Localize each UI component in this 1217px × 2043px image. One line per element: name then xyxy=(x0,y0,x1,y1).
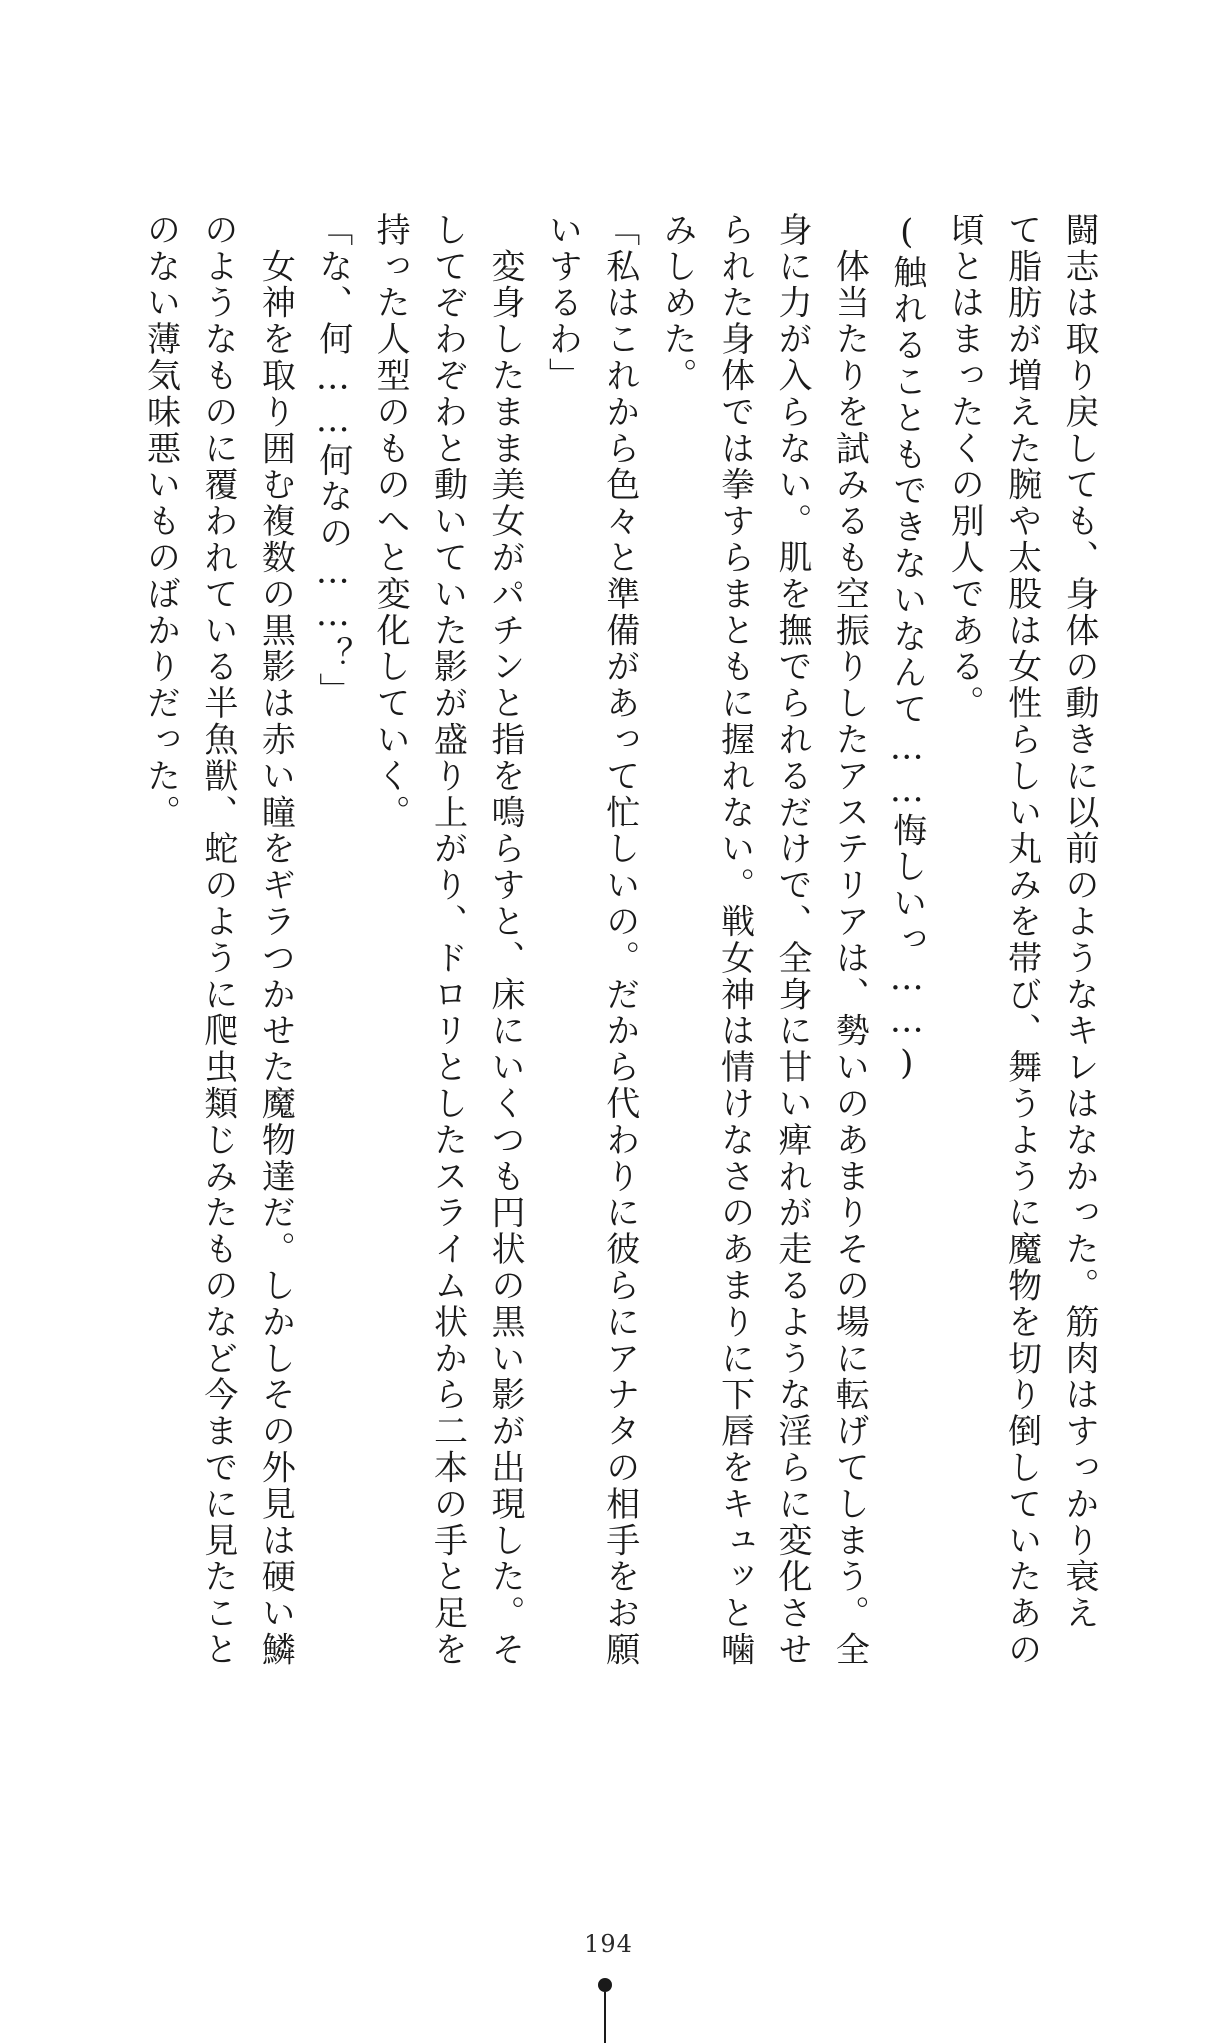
page-number: 194 xyxy=(584,1930,633,1958)
page-marker-rule xyxy=(604,1992,606,2043)
text-line: のない薄気味悪いものばかりだった。 xyxy=(140,212,181,831)
text-line: 女神を取り囲む複数の黒影は赤い瞳をギラつかせた魔物達だ。しかしその外見は硬い鱗 xyxy=(255,212,296,1668)
text-line: 「私はこれから色々と準備があって忙しいの。だから代わりに彼らにアナタの相手をお願 xyxy=(599,212,640,1668)
text-line: られた身体では拳すらまともに握れない。戦女神は情けなさのあまりに下唇をキュッと噛 xyxy=(714,212,755,1668)
text-line: 身に力が入らない。肌を撫でられるだけで、全身に甘い痺れが走るような淫らに変化させ xyxy=(771,212,812,1668)
text-line: 変身したまま美女がパチンと指を鳴らすと、床にいくつも円状の黒い影が出現した。そ xyxy=(484,212,525,1668)
text-line: 「な、何……何なの……？」 xyxy=(312,212,353,710)
text-line: のようなものに覆われている半魚獣、蛇のように爬虫類じみたものなど今までに見たこと xyxy=(197,212,238,1668)
text-line: みしめた。 xyxy=(657,212,698,394)
text-line: してぞわぞわと動いていた影が盛り上がり、ドロリとしたスライム状から二本の手と足を xyxy=(427,212,468,1669)
text-line: 闘志は取り戻しても、身体の動きに以前のようなキレはなかった。筋肉はすっかり衰え xyxy=(1059,212,1099,1632)
page-marker-dot xyxy=(598,1978,612,1992)
text-line: 頃とはまったくの別人である。 xyxy=(944,212,985,722)
text-line: 持った人型のものへと変化していく。 xyxy=(370,212,411,831)
text-line: て脂肪が増えた腕や太股は女性らしい丸みを帯び、舞うように魔物を切り倒していたあの xyxy=(1001,212,1042,1668)
text-line: (触れることもできないなんて……悔しいっ……) xyxy=(886,212,927,1086)
text-line: いするわ」 xyxy=(542,212,583,394)
text-line: 体当たりを試みるも空振りしたアステリアは、勢いのあまりその場に転げてしまう。全 xyxy=(829,212,870,1668)
vertical-text-body xyxy=(107,212,1107,1732)
